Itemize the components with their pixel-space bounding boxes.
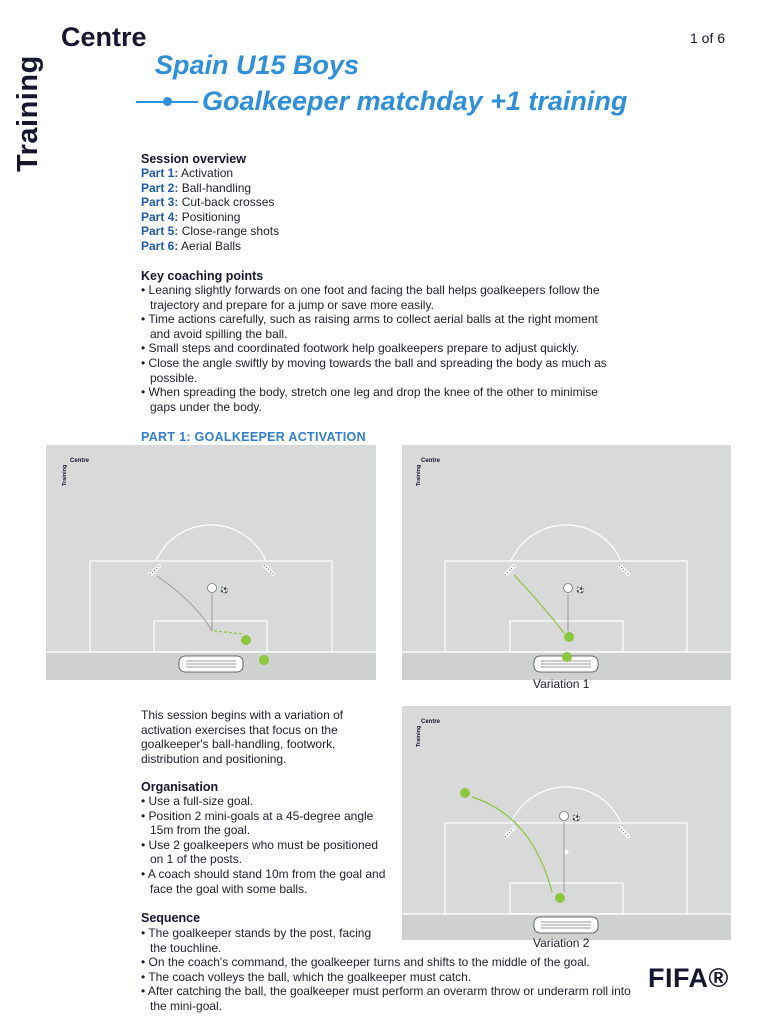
title-team: Spain U15 Boys [155, 50, 360, 80]
coaching-point: • Close the angle swiftly by moving towards the ball and spreading the body as much as possible. [141, 356, 616, 385]
session-part-item [141, 210, 621, 225]
mini-goal-right [264, 565, 274, 575]
pitch-diagram-variation-2 [402, 706, 731, 940]
title-session: Goalkeeper matchday +1 training [202, 86, 628, 116]
session-part-item [141, 166, 621, 181]
throw-path [157, 576, 212, 631]
diagram-brand-horizontal: Centre [70, 458, 90, 464]
session-part-item [141, 181, 621, 196]
part-label: Part 4: [141, 209, 179, 224]
coach-marker [560, 812, 569, 821]
goal-area [510, 883, 623, 914]
part-label: Part 5: [141, 224, 179, 239]
coaching-point: • Small steps and coordinated footwork help goalkeepers prepare to adjust quickly. [141, 341, 616, 356]
key-coaching-points [141, 269, 616, 414]
pitch-diagram-main [46, 445, 376, 680]
main-goal [534, 917, 598, 933]
sequence-item: • The goalkeeper stands by the post, facing the touchline. [141, 926, 376, 955]
organisation-item: • A coach should stand 10m from the goal and face the goal with some balls. [141, 867, 386, 896]
diagram-brand-horizontal: Centre [421, 458, 441, 464]
diagram-brand-vertical: Training [416, 464, 422, 486]
ball-icon: ⚽ [576, 587, 585, 594]
coach-marker [564, 584, 573, 593]
coaching-point: • When spreading the body, stretch one leg and drop the knee of the other to minimise gaps under the body. [141, 385, 616, 414]
goalkeeper-marker [555, 893, 565, 903]
mini-goal-left [505, 827, 515, 837]
session-overview [141, 152, 621, 254]
sequence-item: • After catching the ball, the goalkeeper must perform an overarm throw or underarm roll into the mini-goal. [141, 984, 631, 1013]
pitch-diagram-variation-1 [402, 445, 731, 680]
goalkeeper-marker [241, 635, 251, 645]
session-part-item [141, 239, 621, 254]
caption-variation-2: Variation 2 [533, 936, 590, 950]
part-label: Part 3: [141, 195, 179, 210]
goalkeeper-marker [562, 652, 572, 662]
penalty-arc [156, 525, 266, 561]
penalty-box [90, 561, 332, 652]
pitch-diagram-variation-1-svg [402, 445, 731, 680]
goalkeeper-marker [564, 632, 574, 642]
sequence-list-b [141, 955, 631, 1013]
shift-path [214, 631, 244, 634]
main-goal [179, 656, 243, 672]
mini-goal-left [505, 565, 515, 575]
part1-heading: PART 1: GOALKEEPER ACTIVATION [141, 430, 366, 444]
mini-goal-right [619, 565, 629, 575]
mini-goal-right [619, 827, 629, 837]
sequence-item: • On the coach's command, the goalkeeper turns and shifts to the middle of the goal. [141, 955, 631, 970]
part-label: Part 2: [141, 180, 179, 195]
pitch-diagram-main-svg [46, 445, 376, 680]
penalty-arc [511, 525, 621, 561]
brand-training-vertical: Training [12, 55, 44, 172]
session-parts-list [141, 166, 621, 254]
key-coaching-heading: Key coaching points [141, 269, 264, 283]
organisation-heading: Organisation [141, 780, 219, 794]
throw-path [514, 575, 564, 633]
coaching-point: • Leaning slightly forwards on one foot and facing the ball helps goalkeepers follow the trajectory and prepare for a jump or save more easily. [141, 283, 616, 312]
mini-goal-left [150, 565, 160, 575]
diagram-brand-vertical: Training [416, 725, 422, 747]
goal-area [154, 621, 267, 652]
coach-marker [208, 584, 217, 593]
brand-centre: Centre [61, 22, 147, 52]
session-part-item [141, 224, 621, 239]
session-part-item [141, 195, 621, 210]
part-text: Activation [181, 166, 234, 180]
goalkeeper-marker [460, 788, 470, 798]
coaching-point: • Time actions carefully, such as raising arms to collect aerial balls at the right moment and avoid spilling the ball. [141, 312, 616, 341]
goalkeeper-marker [259, 655, 269, 665]
ball-icon: ⚽ [572, 815, 581, 822]
organisation-list [141, 794, 386, 896]
pitch-diagram-variation-2-svg [402, 706, 731, 940]
sequence-list-a [141, 926, 376, 955]
session-overview-heading: Session overview [141, 152, 246, 166]
key-coaching-list [141, 283, 616, 414]
part-text: Ball-handling [181, 180, 252, 195]
organisation-section [141, 780, 386, 896]
title-decor-dot [163, 97, 172, 106]
part-text: Cut-back crosses [181, 195, 275, 210]
part-label: Part 1: [141, 166, 179, 180]
goalkeeper-run-path [472, 797, 552, 892]
caption-variation-1: Variation 1 [533, 677, 590, 691]
sequence-heading: Sequence [141, 911, 201, 925]
fifa-logo: FIFA® [648, 963, 729, 993]
organisation-item: • Position 2 mini-goals at a 45-degree angle 15m from the goal. [141, 809, 386, 838]
intro-text: This session begins with a variation of activation exercises that focus on the goalkeeper's ball-handling, footwork, distribution and positioning. [141, 708, 344, 766]
part-text: Aerial Balls [181, 238, 242, 253]
part-text: Positioning [181, 209, 241, 224]
organisation-item: • Use 2 goalkeepers who must be positioned on 1 of the posts. [141, 838, 386, 867]
ball-icon: ⚽ [220, 587, 229, 594]
diagram-brand-horizontal: Centre [421, 719, 441, 725]
diagram-brand-vertical: Training [62, 464, 68, 486]
organisation-item: • Use a full-size goal. [141, 794, 386, 809]
penalty-box [445, 823, 687, 914]
part-label: Part 6: [141, 238, 179, 253]
part-text: Close-range shots [181, 224, 280, 239]
page-number: 1 of 6 [690, 30, 726, 46]
sequence-item: • The coach volleys the ball, which the goalkeeper must catch. [141, 970, 631, 985]
